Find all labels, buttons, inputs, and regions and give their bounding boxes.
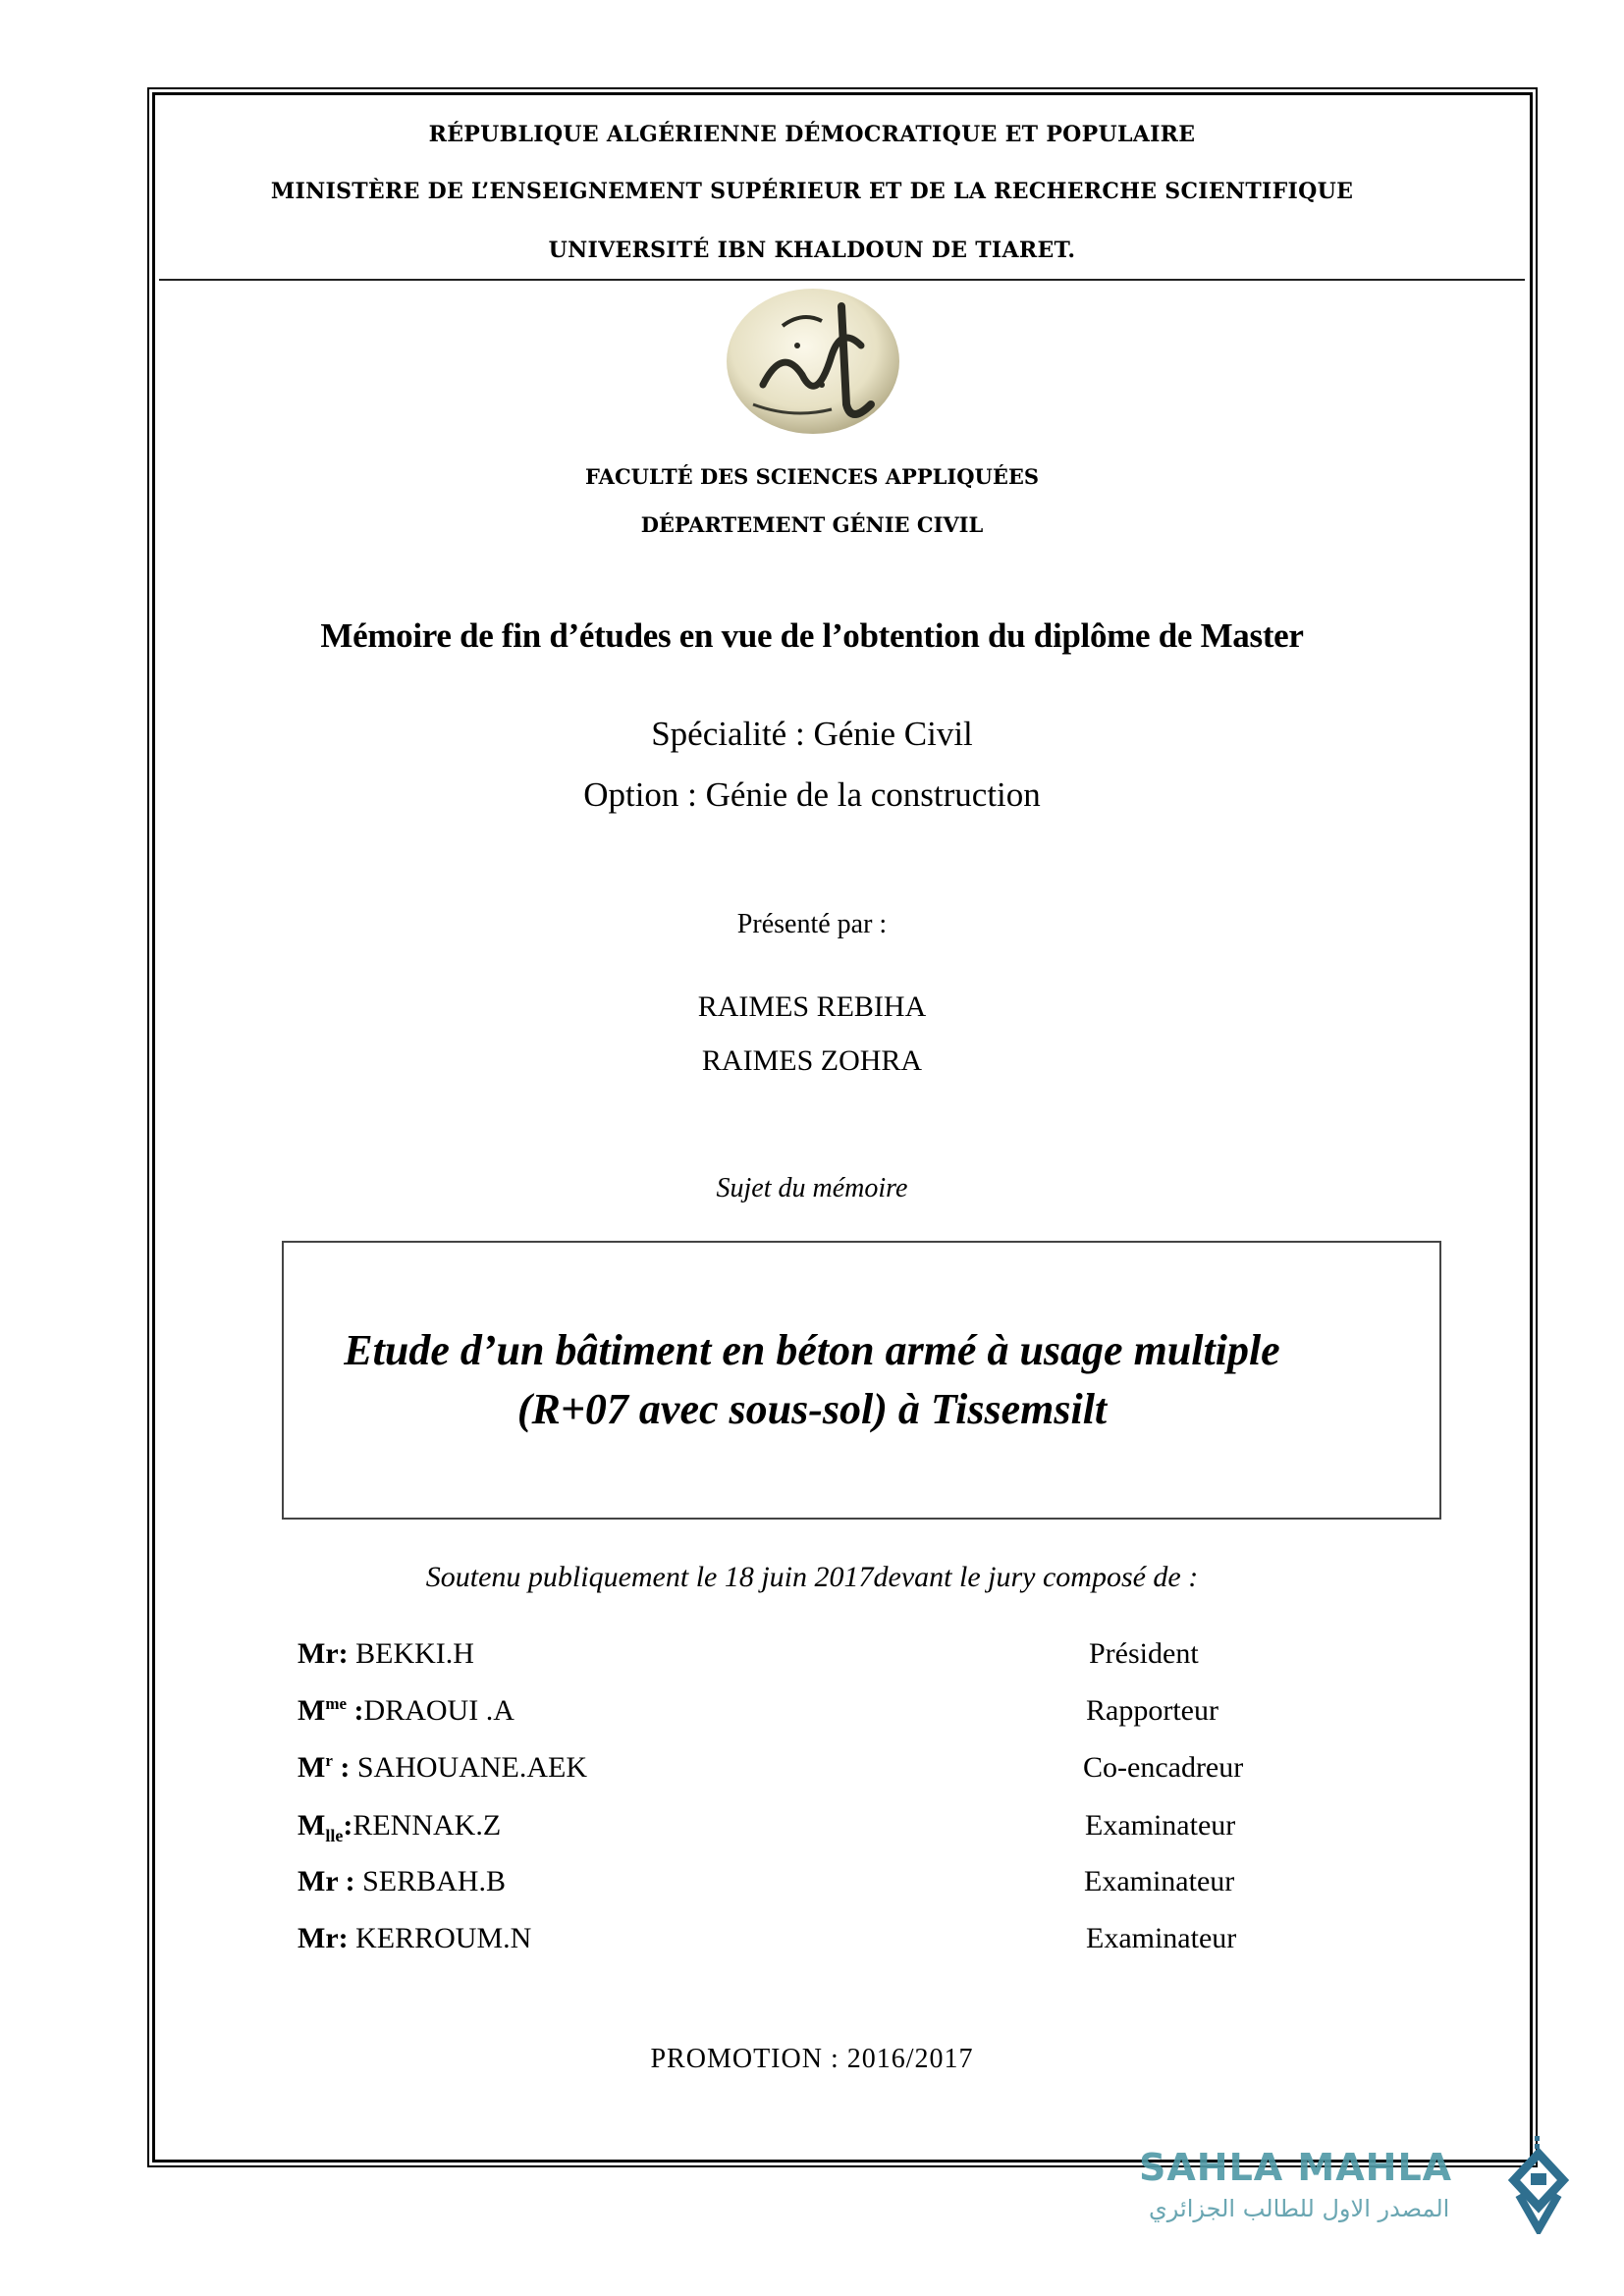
subject-label: Sujet du mémoire	[716, 1173, 908, 1203]
option: Option : Génie de la construction	[583, 775, 1041, 814]
jury-row	[298, 1865, 1279, 1904]
jury-title: $M^r$ :	[298, 1751, 351, 1784]
promotion: PROMOTION : 2016/2017	[650, 2044, 974, 2074]
defense-statement: Soutenu publiquement le 18 juin 2017devant le jury composé de :	[425, 1561, 1199, 1593]
jury-row	[298, 1809, 1279, 1848]
jury-title: Mr:	[298, 1922, 349, 1954]
jury-title: Mr:	[298, 1637, 349, 1670]
jury-title: $M_{lle}$:	[298, 1809, 353, 1845]
jury-row	[298, 1922, 1279, 1961]
header-separator	[159, 279, 1525, 281]
header-university: UNIVERSITÉ IBN KHALDOUN DE TIARET.	[548, 238, 1076, 263]
jury-role: Examinateur	[1085, 1809, 1236, 1842]
jury-role: Rapporteur	[1086, 1694, 1218, 1727]
memoire-title: Mémoire de fin d’études en vue de l’obtention du diplôme de Master	[320, 616, 1304, 655]
subject-box	[282, 1241, 1441, 1520]
author-1: RAIMES REBIHA	[697, 990, 927, 1023]
header-republic: RÉPUBLIQUE ALGÉRIENNE DÉMOCRATIQUE ET POPULAIRE	[428, 122, 1196, 147]
jury-name: BEKKI.H	[348, 1637, 474, 1670]
university-seal-icon	[724, 287, 902, 436]
sahla-mahla-logo-icon	[1504, 2136, 1573, 2234]
jury-role: Co-encadreur	[1083, 1751, 1244, 1784]
jury-role: Examinateur	[1084, 1865, 1235, 1897]
jury-row	[298, 1751, 1279, 1790]
watermark-brand: SAHLA MAHLA	[1139, 2146, 1453, 2189]
jury-name: RENNAK.Z	[352, 1809, 502, 1842]
department-name: DÉPARTEMENT GÉNIE CIVIL	[640, 512, 984, 537]
presented-by-label: Présenté par :	[736, 909, 888, 939]
jury-role: Examinateur	[1086, 1922, 1237, 1954]
sahla-mahla-watermark	[1139, 2146, 1551, 2244]
jury-name: SERBAH.B	[354, 1865, 506, 1897]
jury-row	[298, 1694, 1279, 1734]
specialite: Spécialité : Génie Civil	[651, 715, 973, 753]
jury-role: Président	[1089, 1637, 1199, 1670]
jury-title: $M^{me}$ :	[298, 1694, 364, 1727]
jury-row	[298, 1637, 1279, 1677]
jury-title: Mr :	[298, 1865, 355, 1897]
header-ministry: MINISTÈRE DE L’ENSEIGNEMENT SUPÉRIEUR ET DE LA RECHERCHE SCIENTIFIQUE	[270, 179, 1354, 204]
jury-name: KERROUM.N	[348, 1922, 532, 1954]
subject-line-2: (R+07 avec sous-sol) à Tissemsilt	[516, 1385, 1108, 1433]
jury-name: DRAOUI .A	[363, 1694, 514, 1727]
watermark-tagline: المصدر الاول للطالب الجزائري	[1149, 2195, 1450, 2222]
faculty-name: FACULTÉ DES SCIENCES APPLIQUÉES	[584, 464, 1040, 489]
subject-line-1: Etude d’un bâtiment en béton armé à usage multiple	[344, 1326, 1280, 1374]
jury-name: SAHOUANE.AEK	[350, 1751, 588, 1784]
author-2: RAIMES ZOHRA	[701, 1044, 923, 1077]
